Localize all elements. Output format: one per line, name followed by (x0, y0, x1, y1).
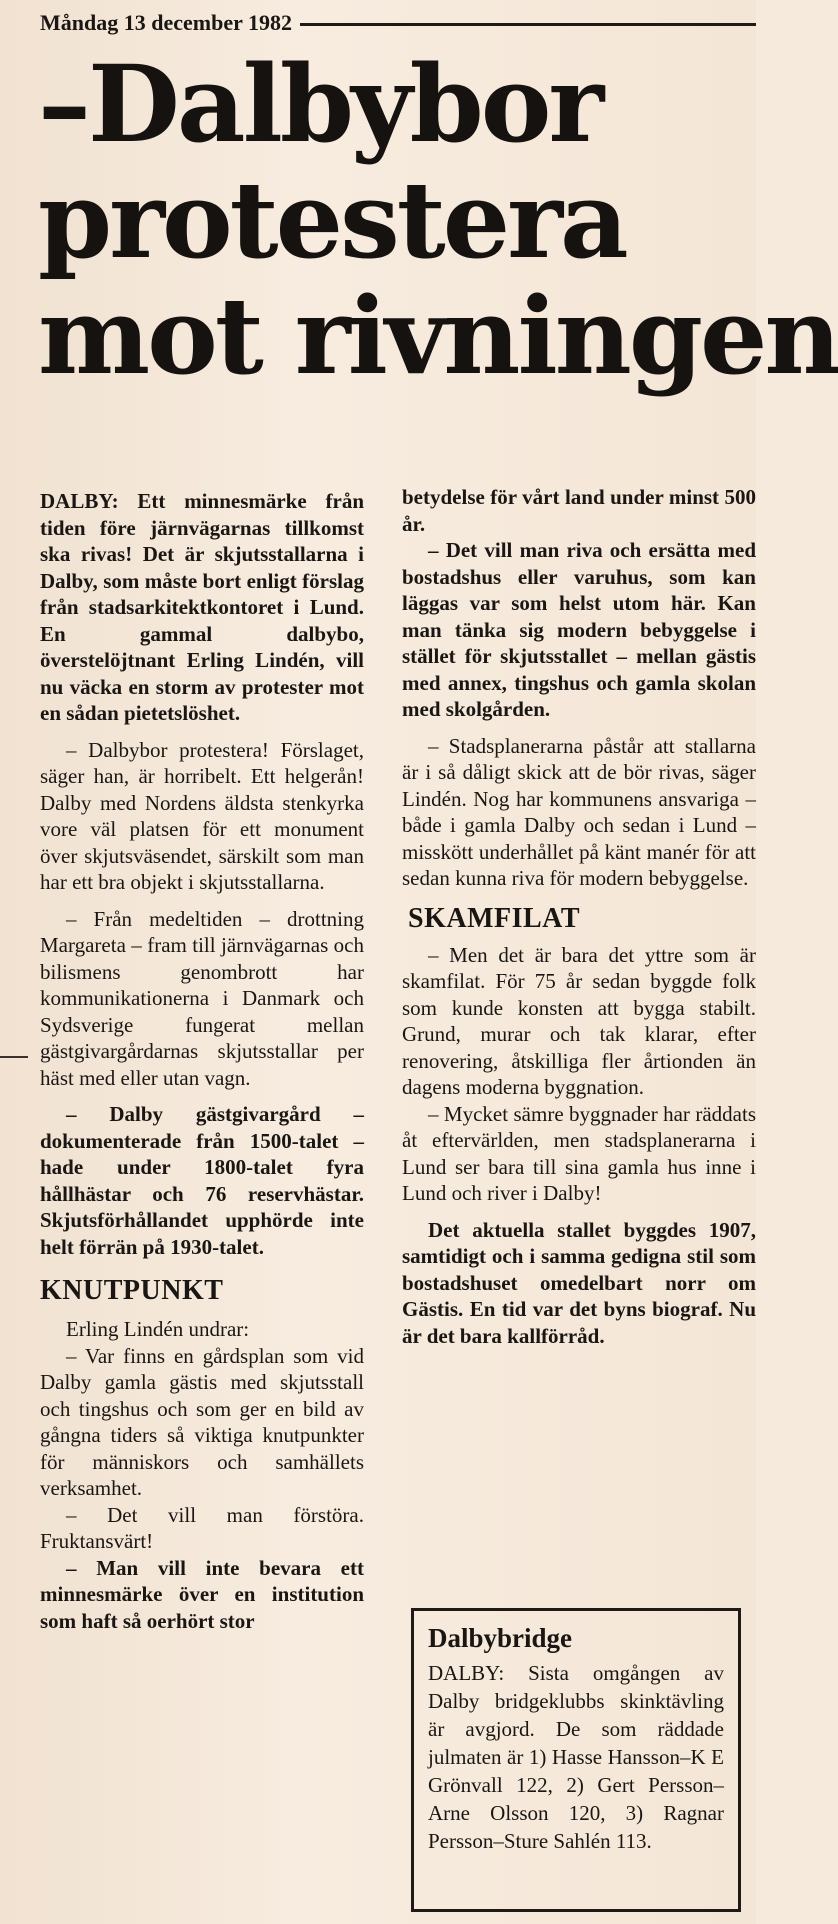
article-column-right (402, 484, 756, 1359)
article-paragraph: – Men det är bara det yttre som är skamfilat. För 75 år sedan byggde folk som kunde konsten att bygga stabilt. Grund, murar och tak klarar, efter renovering, åtskilliga fler årtionden än dagens moderna byggnation. (402, 942, 756, 1099)
dateline: Måndag 13 december 1982 (40, 10, 292, 35)
article-paragraph-bold: – Det vill man riva och ersätta med bostadshus eller varuhus, som kan läggas var som helst utom här. Kan man tänka sig modern bebyggelse i stället för skjutsstallet – mellan gästis med annex, tingshus och gamla skolan med skolgården. (402, 538, 756, 721)
headline (38, 41, 838, 398)
article-paragraph: Erling Lindén undrar: (66, 1317, 250, 1341)
article-paragraph: – Dalbybor protestera! Förslaget, säger han, är horribelt. Ett helgerån! Dalby med Nordens äldsta stenkyrka vore väl platsen för ett monument över skjutsväsendet, särskilt som man har ett bra objekt i skjutsstallarna. (40, 737, 364, 894)
dalbybridge-box (411, 1608, 741, 1912)
article-column-left (40, 488, 364, 1644)
headline-line-1: –Dalbybor (38, 41, 602, 166)
headline-line-2: protestera (38, 157, 626, 282)
article-paragraph-bold: betydelse för vårt land under minst 500 år. (402, 485, 756, 536)
box-title: Dalbybridge (428, 1623, 573, 1653)
article-paragraph: – Var finns en gårdsplan som vid Dalby gamla gästis med skjutsstall och tingshus och som ger en bild av gångna tiders så viktiga knutpunkter för människors och samhällets verksamhet. (40, 1343, 364, 1500)
masthead-dateline-bar (40, 8, 756, 38)
subhead-skamfilat: SKAMFILAT (408, 902, 580, 934)
margin-mark (0, 1056, 28, 1058)
article-paragraph-bold: – Man vill inte bevara ett minnesmärke över en institution som haft så oerhört stor (40, 1555, 364, 1633)
article-paragraph: – Stadsplanerarna påstår att stallarna är i så dåligt skick att de bör rivas, säger Lindén. Nog har kommunens ansvariga – både i gamla Dalby och sedan i Lund – misskött underhållet på känt manér för att sedan kunna riva för modern bebyggelse. (402, 733, 756, 890)
headline-line-3: mot rivningen (38, 273, 838, 398)
article-paragraph: – Från medeltiden – drottning Margareta – fram till järnvägarnas och bilismens genombrott har kommunikationerna i Danmark och Sydsverige fungerat mellan gästgivargårdarnas skjutsstallar per häst med eller utan vagn. (40, 906, 364, 1090)
article-paragraph: – Mycket sämre byggnader har räddats åt eftervärlden, men stadsplanerarna i Lund ser bara till sina gamla hus inne i Lund och river i Dalby! (402, 1101, 756, 1205)
subhead-knutpunkt: KNUTPUNKT (40, 1275, 224, 1306)
article-paragraph-bold: Det aktuella stallet byggdes 1907, samtidigt och i samma gedigna stil som bostadshuset omedelbart norr om Gästis. En tid var det byns biograf. Nu är det bara kallförråd. (402, 1217, 756, 1348)
article-lead: DALBY: Ett minnesmärke från tiden före järnvägarnas tillkomst ska rivas! Det är skjutsstallarna i Dalby, som måste bort enligt förslag från stadsarkitektkontoret i Lund. En gammal dalbybo, överstelöjtnant Erling Lindén, vill nu väcka en storm av protester mot en sådan pietetslöshet. (40, 489, 364, 725)
article-paragraph: – Det vill man förstöra. Fruktansvärt! (40, 1502, 364, 1553)
article-paragraph-bold: – Dalby gästgivargård – dokumenterade från 1500-talet – hade under 1800-talet fyra hållhästar och 76 reservhästar. Skjutsförhållandet upphörde inte helt förrän på 1930-talet. (40, 1102, 364, 1259)
box-body: DALBY: Sista omgången av Dalby bridgeklubbs skinktävling är avgjord. De som räddade julmaten är 1) Hasse Hansson–K E Grönvall 122, 2) Gert Persson–Arne Olsson 120, 3) Ragnar Persson–Sture Sahlén 113. (428, 1661, 724, 1853)
header-rule (300, 23, 756, 26)
